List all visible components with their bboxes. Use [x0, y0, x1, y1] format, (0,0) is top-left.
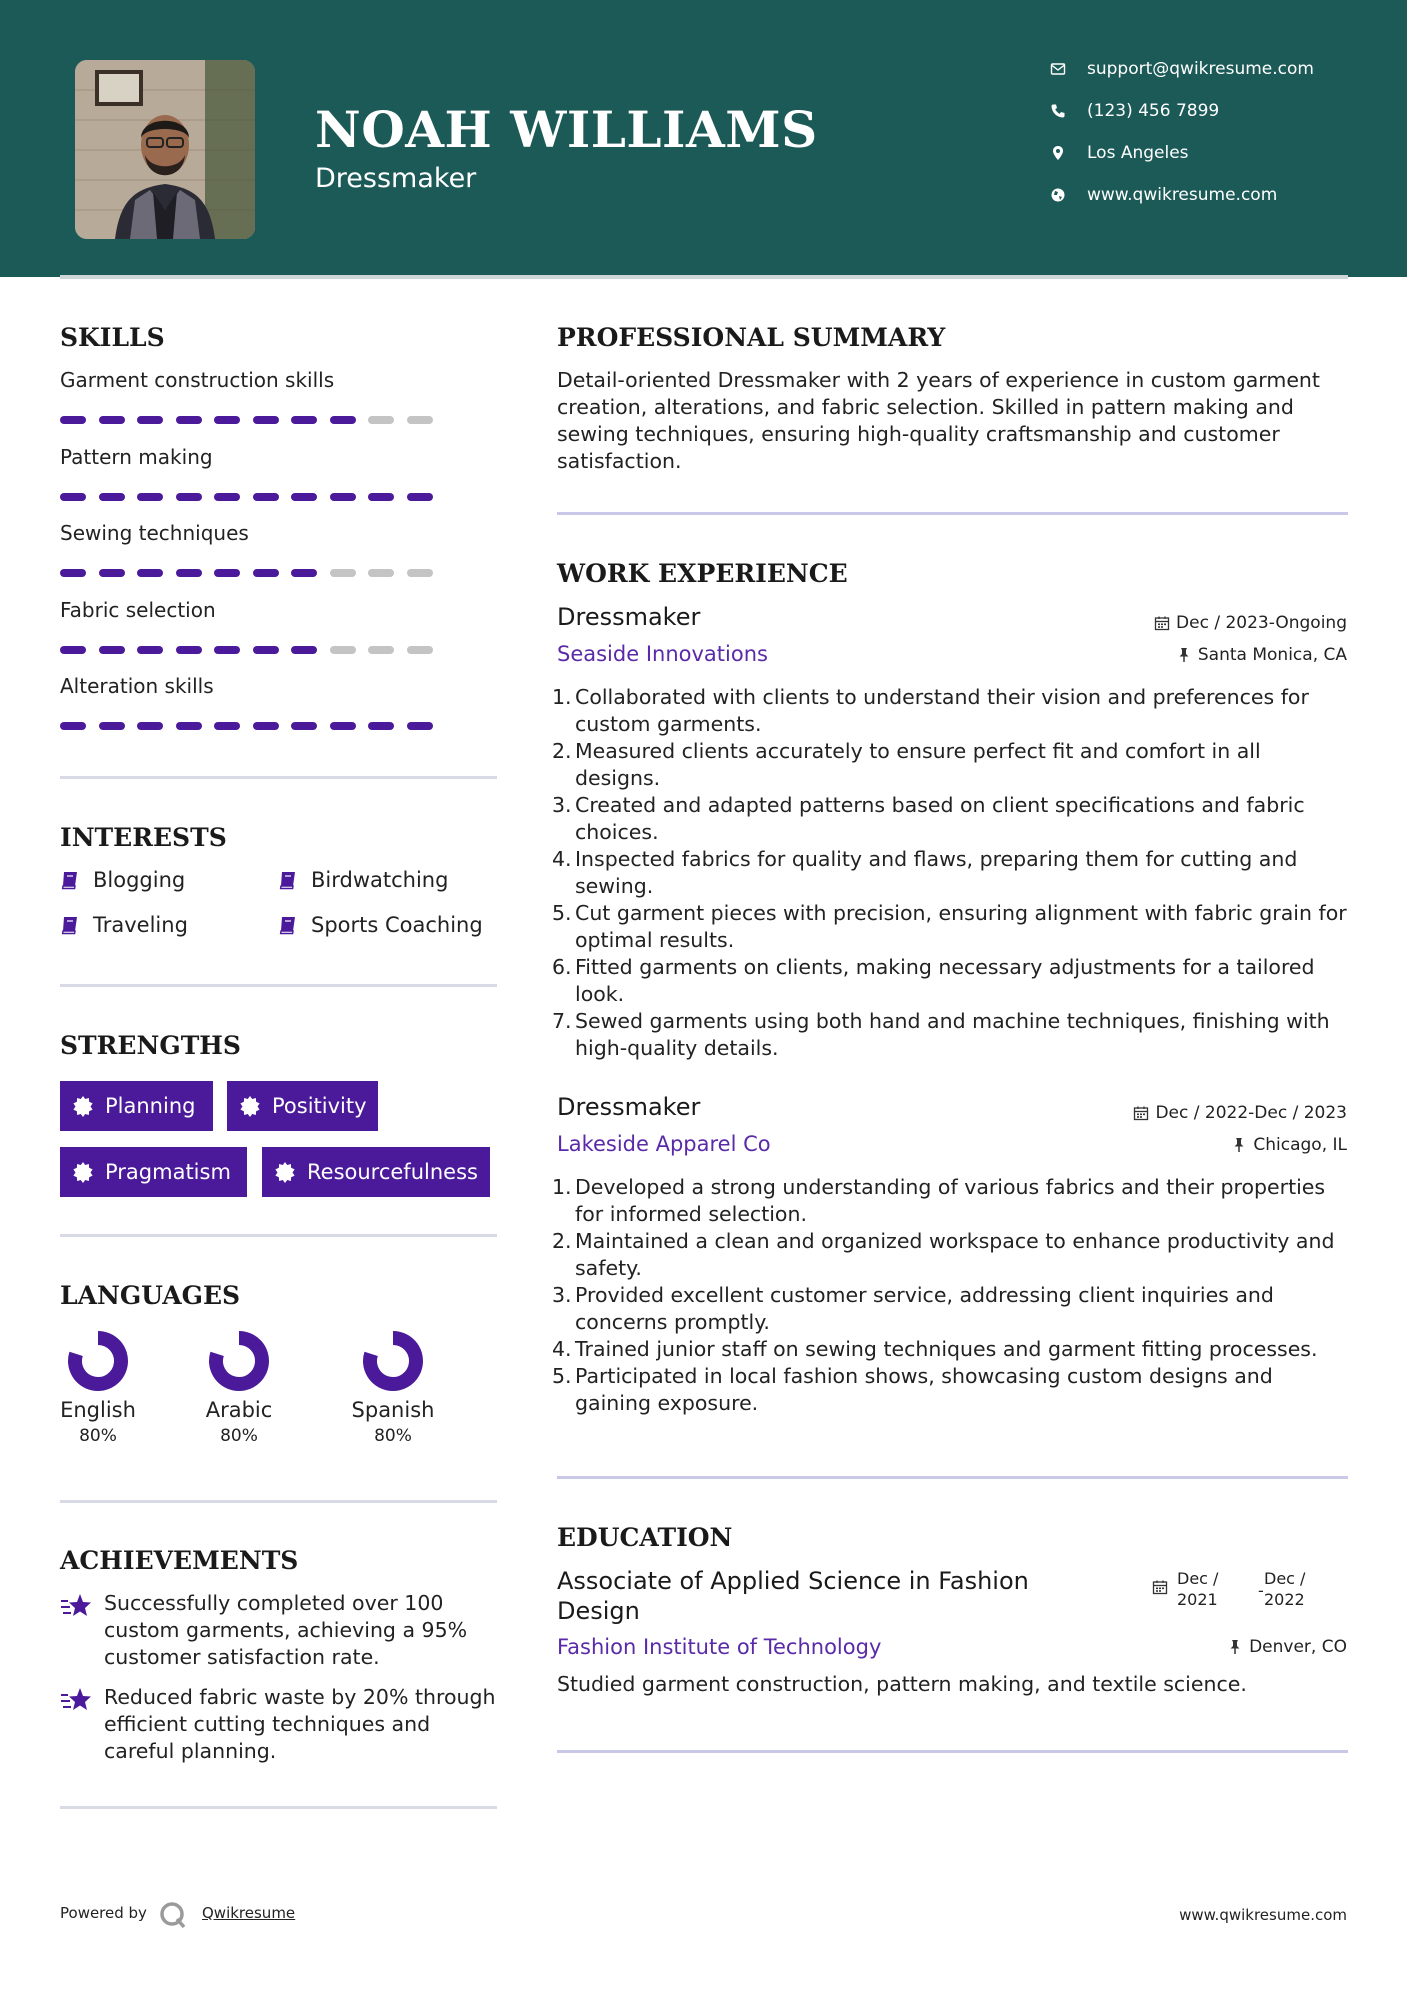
- footer-website[interactable]: www.qwikresume.com: [1179, 1906, 1347, 1924]
- achievement-item: [60, 1590, 500, 1671]
- skill-level-bar: [60, 722, 440, 732]
- header-banner: [0, 0, 1407, 277]
- skill-level-dot: [253, 416, 279, 424]
- skill-level-dot: [137, 493, 163, 501]
- skill-level-dot: [214, 646, 240, 654]
- achievement-text: Successfully completed over 100 custom garments, achieving a 95% customer satisfaction rate.: [104, 1591, 468, 1669]
- skill-level-dot: [407, 722, 433, 730]
- language-percent: 80%: [374, 1426, 412, 1446]
- job-bullets: [552, 684, 1352, 1062]
- strength-label: Planning: [105, 1094, 196, 1118]
- bullet-text: Maintained a clean and organized workspace to enhance productivity and safety.: [575, 1229, 1335, 1280]
- degree-title: Associate of Applied Science in Fashion Design: [557, 1567, 1029, 1625]
- skill-level-dot: [214, 722, 240, 730]
- job-dates-text: Dec / 2022-Dec / 2023: [1155, 1103, 1347, 1123]
- calendar-icon: [1154, 615, 1170, 631]
- job-dates: [1154, 613, 1347, 633]
- contact-phone[interactable]: [1050, 96, 1370, 126]
- interest-item: [60, 913, 188, 937]
- calendar-icon: [1152, 1579, 1168, 1595]
- language-name: Spanish: [351, 1398, 435, 1422]
- book-icon: [278, 870, 298, 890]
- skill-level-dot: [60, 722, 86, 730]
- book-icon: [60, 915, 80, 935]
- summary-text: Detail-oriented Dressmaker with 2 years of experience in custom garment creation, alterations, and fabric selection. Skilled in pattern making and sewing techniques, ensuring high-quality craftsmanship and customer satisfaction.: [557, 368, 1320, 473]
- candidate-role: Dressmaker: [315, 163, 477, 194]
- skill-level-bar: [60, 646, 440, 656]
- skill-level-dot: [137, 646, 163, 654]
- badge-icon: [239, 1095, 261, 1117]
- job-title: Dressmaker: [557, 603, 701, 631]
- education-description: Studied garment construction, pattern making, and textile science.: [557, 1672, 1247, 1696]
- skill-level-dot: [291, 722, 317, 730]
- interest-item: [278, 868, 448, 892]
- list-item: 4. Trained junior staff on sewing techniques and garment fitting processes.: [552, 1337, 1318, 1361]
- interests-title: INTERESTS: [60, 823, 227, 852]
- skill-name: Fabric selection: [60, 597, 216, 622]
- contact-location: [1050, 138, 1370, 168]
- edu-start-year: 2021: [1177, 1590, 1218, 1609]
- skill-level-dot: [253, 493, 279, 501]
- skill-level-dot: [60, 493, 86, 501]
- list-item: 5. Cut garment pieces with precision, ensuring alignment with fabric grain for optimal results.: [552, 900, 1352, 954]
- list-item: 7. Sewed garments using both hand and machine techniques, finishing with high-quality details.: [552, 1008, 1352, 1062]
- section-divider: [60, 1806, 497, 1809]
- envelope-icon: [1050, 61, 1087, 77]
- language-name: English: [60, 1398, 136, 1422]
- strength-chip: [227, 1081, 378, 1131]
- skill-level-dot: [60, 646, 86, 654]
- skill-level-dot: [291, 493, 317, 501]
- school-name: Fashion Institute of Technology: [557, 1635, 882, 1659]
- education-location: [1227, 1637, 1347, 1657]
- job-company: Seaside Innovations: [557, 642, 768, 666]
- skill-level-bar: [60, 493, 440, 503]
- skill-level-dot: [137, 416, 163, 424]
- skill-level-dot: [368, 416, 394, 424]
- calendar-icon: [1133, 1105, 1149, 1121]
- section-divider: [60, 776, 497, 779]
- contact-email[interactable]: [1050, 54, 1370, 84]
- skill-level-dot: [99, 493, 125, 501]
- education-title: EDUCATION: [557, 1523, 733, 1552]
- list-item: 4. Inspected fabrics for quality and flaws, preparing them for cutting and sewing.: [552, 846, 1352, 900]
- strength-label: Positivity: [272, 1094, 367, 1118]
- bullet-text: Participated in local fashion shows, showcasing custom designs and gaining exposure.: [575, 1364, 1273, 1415]
- contact-phone-text: (123) 456 7899: [1087, 101, 1220, 121]
- candidate-name: NOAH WILLIAMS: [315, 100, 818, 159]
- skill-level-dot: [176, 646, 202, 654]
- job-title: Dressmaker: [557, 1093, 701, 1121]
- strength-chip: [60, 1147, 247, 1197]
- skill-level-dot: [253, 722, 279, 730]
- language-progress-ring: [67, 1330, 129, 1392]
- pushpin-icon: [1231, 1137, 1247, 1153]
- skill-level-bar: [60, 416, 440, 426]
- bullet-text: Measured clients accurately to ensure perfect fit and comfort in all designs.: [575, 739, 1261, 790]
- skill-level-dot: [330, 493, 356, 501]
- profile-photo: [75, 60, 255, 239]
- edu-start-month: Dec /: [1177, 1569, 1219, 1588]
- skill-level-dot: [291, 646, 317, 654]
- list-item: 2. Measured clients accurately to ensure perfect fit and comfort in all designs.: [552, 738, 1352, 792]
- edu-end-year: 2022: [1264, 1590, 1305, 1609]
- skill-level-dot: [407, 569, 433, 577]
- book-icon: [278, 915, 298, 935]
- experience-title: WORK EXPERIENCE: [557, 559, 848, 588]
- language-name: Arabic: [205, 1398, 273, 1422]
- interest-item: [60, 868, 185, 892]
- map-pin-icon: [1050, 145, 1087, 161]
- bullet-text: Cut garment pieces with precision, ensuring alignment with fabric grain for optimal results.: [575, 901, 1347, 952]
- skill-level-dot: [368, 646, 394, 654]
- list-item: 3. Created and adapted patterns based on client specifications and fabric choices.: [552, 792, 1352, 846]
- language-item: [323, 1330, 463, 1446]
- bullet-text: Created and adapted patterns based on client specifications and fabric choices.: [575, 793, 1305, 844]
- achievement-text: Reduced fabric waste by 20% through efficient cutting techniques and careful planning.: [104, 1685, 496, 1763]
- list-item: 5. Participated in local fashion shows, showcasing custom designs and gaining exposure.: [552, 1363, 1352, 1417]
- powered-by-label: Powered by: [60, 1904, 147, 1922]
- achievement-item: [60, 1684, 500, 1765]
- strengths-title: STRENGTHS: [60, 1031, 241, 1060]
- skill-level-dot: [99, 722, 125, 730]
- edu-date-dash: -: [1258, 1581, 1264, 1600]
- interest-label: Traveling: [93, 913, 188, 937]
- strength-chip: [262, 1147, 490, 1197]
- list-item: 1. Collaborated with clients to understand their vision and preferences for custom garments.: [552, 684, 1352, 738]
- skill-name: Alteration skills: [60, 674, 214, 698]
- skill-level-bar: [60, 569, 440, 579]
- skill-level-dot: [214, 493, 240, 501]
- skill-level-dot: [214, 569, 240, 577]
- badge-icon: [72, 1095, 94, 1117]
- phone-icon: [1050, 103, 1087, 119]
- interest-label: Blogging: [93, 868, 186, 892]
- skill-level-dot: [214, 416, 240, 424]
- education-dates: [1152, 1569, 1352, 1611]
- bullet-text: Collaborated with clients to understand their vision and preferences for custom garments.: [575, 685, 1309, 736]
- job-company: Lakeside Apparel Co: [557, 1132, 771, 1156]
- skill-level-dot: [99, 569, 125, 577]
- bullet-text: Provided excellent customer service, addressing client inquiries and concerns promptly.: [575, 1283, 1274, 1334]
- brand-link[interactable]: Qwikresume: [202, 1904, 296, 1922]
- job-bullets: [552, 1174, 1352, 1417]
- skill-level-dot: [60, 569, 86, 577]
- globe-icon: [1050, 187, 1087, 203]
- section-divider: [557, 1750, 1348, 1753]
- list-item: 2. Maintained a clean and organized workspace to enhance productivity and safety.: [552, 1228, 1352, 1282]
- qwikresume-logo-icon: [158, 1900, 188, 1930]
- list-item: 1. Developed a strong understanding of various fabrics and their properties for informed selection.: [552, 1174, 1352, 1228]
- header-divider: [60, 275, 1348, 279]
- skill-level-dot: [368, 722, 394, 730]
- languages-title: LANGUAGES: [60, 1281, 241, 1310]
- interest-label: Birdwatching: [311, 868, 449, 892]
- job-dates: [1133, 1103, 1347, 1123]
- section-divider: [557, 1476, 1348, 1479]
- skill-level-dot: [60, 416, 86, 424]
- bullet-text: Sewed garments using both hand and machine techniques, finishing with high-quality details.: [575, 1009, 1330, 1060]
- skill-name: Pattern making: [60, 444, 213, 469]
- job-location-text: Chicago, IL: [1253, 1135, 1347, 1155]
- bullet-text: Inspected fabrics for quality and flaws, preparing them for cutting and sewing.: [575, 847, 1298, 898]
- skill-level-dot: [407, 646, 433, 654]
- badge-icon: [72, 1161, 94, 1183]
- language-item: [28, 1330, 168, 1446]
- skill-name: Sewing techniques: [60, 521, 249, 545]
- summary-title: PROFESSIONAL SUMMARY: [557, 323, 946, 352]
- pushpin-icon: [1227, 1639, 1243, 1655]
- language-item: [169, 1330, 309, 1446]
- skill-level-dot: [330, 569, 356, 577]
- skill-name: Garment construction skills: [60, 368, 335, 392]
- job-dates-text: Dec / 2023-Ongoing: [1176, 613, 1347, 633]
- job-location-text: Santa Monica, CA: [1197, 645, 1347, 665]
- contact-email-text: support@qwikresume.com: [1087, 59, 1314, 79]
- skill-level-dot: [176, 493, 202, 501]
- skill-level-dot: [137, 722, 163, 730]
- job-location: [1176, 645, 1347, 665]
- bullet-text: Fitted garments on clients, making necessary adjustments for a tailored look.: [575, 955, 1315, 1006]
- skills-title: SKILLS: [60, 323, 165, 352]
- language-percent: 80%: [79, 1426, 117, 1446]
- star-icon: [60, 1592, 92, 1620]
- interest-label: Sports Coaching: [311, 913, 483, 937]
- skill-level-dot: [291, 416, 317, 424]
- pushpin-icon: [1176, 647, 1192, 663]
- skill-level-dot: [253, 646, 279, 654]
- strength-label: Pragmatism: [105, 1160, 231, 1184]
- contact-website-text: www.qwikresume.com: [1087, 185, 1278, 205]
- skill-level-dot: [368, 493, 394, 501]
- bullet-text: Trained junior staff on sewing techniques and garment fitting processes.: [575, 1337, 1318, 1361]
- bullet-text: Developed a strong understanding of various fabrics and their properties for informed selection.: [575, 1175, 1326, 1226]
- contact-location-text: Los Angeles: [1087, 143, 1189, 163]
- list-item: 3. Provided excellent customer service, addressing client inquiries and concerns promptly.: [552, 1282, 1352, 1336]
- skill-level-dot: [291, 569, 317, 577]
- skill-level-dot: [330, 722, 356, 730]
- badge-icon: [274, 1161, 296, 1183]
- book-icon: [60, 870, 80, 890]
- edu-end-month: Dec /: [1264, 1569, 1306, 1588]
- job-location: [1231, 1135, 1347, 1155]
- language-percent: 80%: [220, 1426, 258, 1446]
- section-divider: [557, 512, 1348, 515]
- strength-chip: [60, 1081, 213, 1131]
- skill-level-dot: [330, 646, 356, 654]
- skill-level-dot: [407, 416, 433, 424]
- contact-website[interactable]: [1050, 180, 1370, 210]
- achievements-title: ACHIEVEMENTS: [60, 1546, 299, 1575]
- strength-label: Resourcefulness: [307, 1160, 478, 1184]
- skill-level-dot: [368, 569, 394, 577]
- skill-level-dot: [253, 569, 279, 577]
- language-progress-ring: [208, 1330, 270, 1392]
- interest-item: [278, 913, 483, 937]
- section-divider: [60, 984, 497, 987]
- profile-photo-image: [75, 60, 255, 239]
- skill-level-dot: [407, 493, 433, 501]
- skill-level-dot: [99, 646, 125, 654]
- skill-level-dot: [330, 416, 356, 424]
- language-progress-ring: [362, 1330, 424, 1392]
- section-divider: [60, 1500, 497, 1503]
- skill-level-dot: [99, 416, 125, 424]
- star-icon: [60, 1686, 92, 1714]
- list-item: 6. Fitted garments on clients, making necessary adjustments for a tailored look.: [552, 954, 1352, 1008]
- skill-level-dot: [176, 416, 202, 424]
- education-location-text: Denver, CO: [1249, 1637, 1347, 1657]
- skill-level-dot: [176, 569, 202, 577]
- section-divider: [60, 1234, 497, 1237]
- skill-level-dot: [176, 722, 202, 730]
- skill-level-dot: [137, 569, 163, 577]
